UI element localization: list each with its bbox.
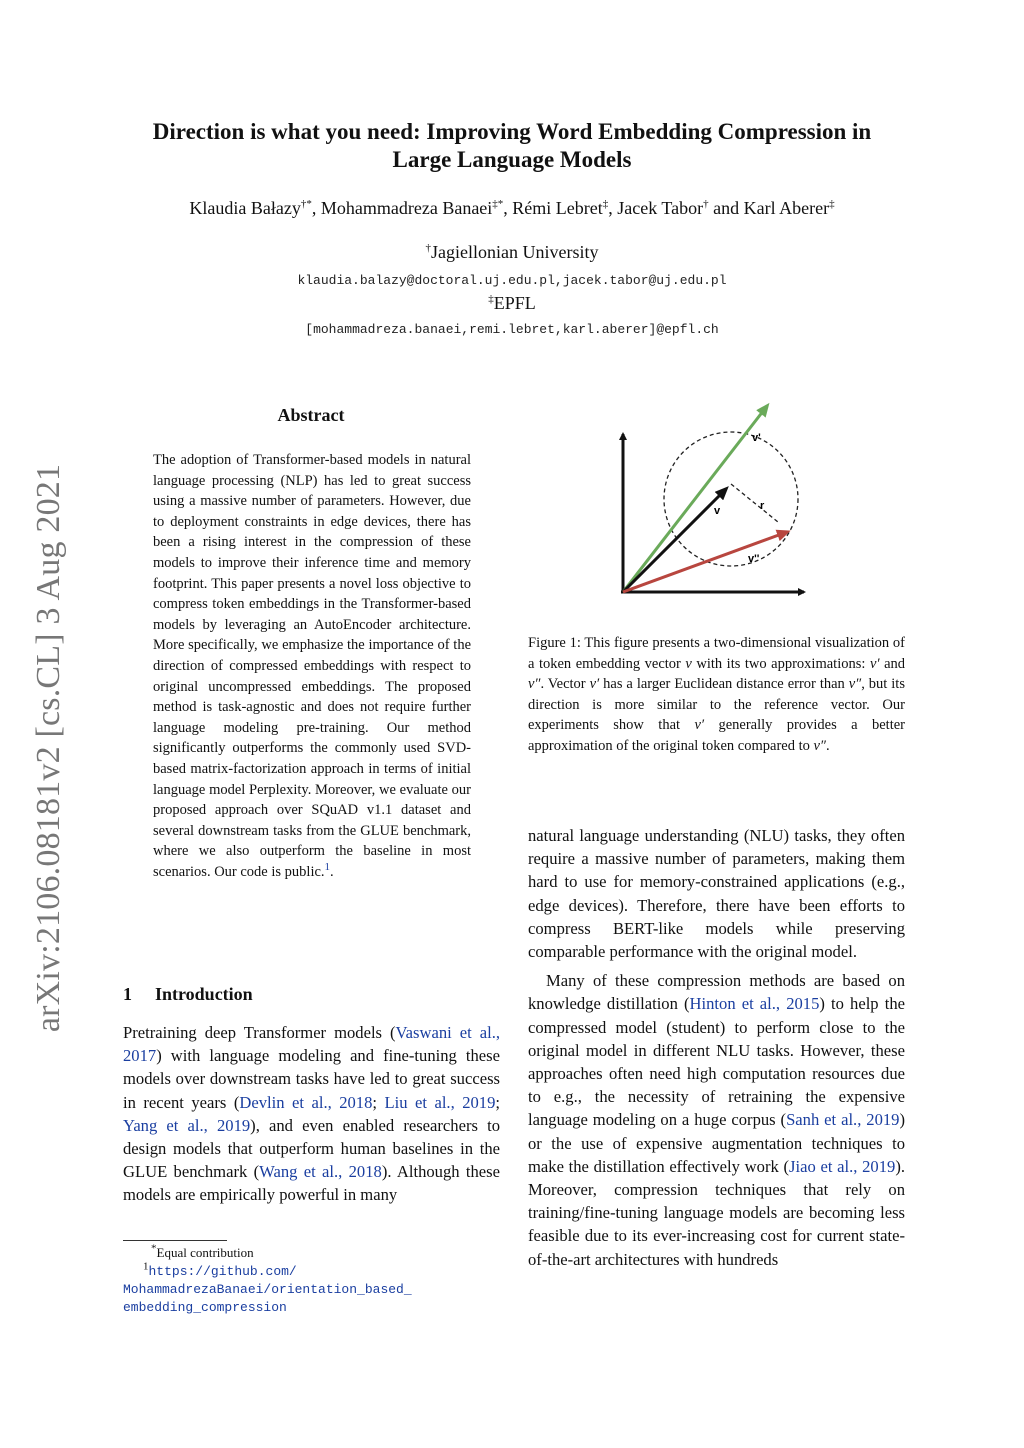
body-text: ). Moreover, compression techniques that rely on training/fine-tuning language models are becoming less feasible due to its ever-increasing cost for current state-of-the-art architectures with hundreds: [528, 1156, 905, 1269]
affiliation-emails: [mohammadreza.banaei,remi.lebret,karl.aberer]@epfl.ch: [305, 322, 719, 337]
caption-text: .: [825, 737, 830, 754]
body-text: ). Although these models are empirically powerful in many: [123, 1162, 500, 1205]
author-mark: ‡: [602, 198, 609, 210]
caption-text: with its two approximations:: [691, 655, 870, 672]
caption-math: v: [685, 655, 692, 672]
body-text: ) to help the compressed model (student) to perform close to the original model in different NLU tasks. However, these approaches often need high computation resources due to e.g., the necessity of retraining the expensive language modeling on a huge corpus (: [528, 994, 905, 1130]
figure-caption: [528, 633, 905, 757]
footnote-ref-link[interactable]: 1: [324, 861, 331, 874]
footnote-equal-contribution: [123, 1244, 503, 1262]
vector-v: [623, 489, 726, 592]
affiliation-jagiellonian: [0, 242, 1024, 263]
section-title: Introduction: [155, 984, 253, 1004]
affiliation-mark: †: [425, 242, 432, 254]
body-text: ) with language modeling and fine-tuning these models over downstream tasks have led to great success in recent years (: [123, 1046, 500, 1112]
abstract-text: The adoption of Transformer-based models in natural language processing (NLP) has led to great success using a massive number of parameters. However, due to deployment constraints in edge devices, there has been a rising interest in the compression of these models to improve their inference time and memory footprint. This paper presents a novel loss objective to compress token embeddings in the Transformer-based models by leveraging an AutoEncoder architecture. More specifically, we emphasize the importance of the direction of compressed embeddings with respect to original uncompressed embeddings. The proposed method is task-agnostic and does not require further language modeling pre-training. Our method significantly outperforms the commonly used SVD-based matrix-factorization approach in terms of initial language model Perplexity. Moreover, we evaluate our proposed approach over SQuAD v1.1 dataset and several downstream tasks from the GLUE benchmark, where we also outperform the baseline in most scenarios. Our code is public.: [153, 452, 471, 880]
label-v-double-prime: v'': [748, 553, 760, 565]
citation-link[interactable]: Vaswani et al., 2017: [123, 1023, 500, 1066]
author-mark: ‡: [829, 198, 835, 210]
arxiv-sidebar: [14, 458, 84, 1038]
affiliation-mark: ‡: [488, 293, 494, 305]
body-text: ) or the use of expensive augmentation techniques to make the distillation effectively work (: [528, 1110, 905, 1176]
citation-link[interactable]: Hinton et al., 2015: [689, 994, 820, 1014]
caption-math: v″: [528, 676, 541, 693]
github-link[interactable]: embedding_compression: [123, 1300, 287, 1315]
author-name: , Mohammadreza Banaei: [311, 198, 493, 218]
figure-vector-diagram: [600, 392, 830, 612]
intro-paragraph-1: [123, 1021, 500, 1207]
title-line-1: Direction is what you need: Improving Word Embedding Compression in: [152, 119, 872, 144]
caption-math: v′: [869, 655, 880, 672]
footnote-mark: 1: [143, 1260, 149, 1273]
affiliation-name: EPFL: [493, 293, 536, 313]
caption-text: , but its direction is more similar to the reference vector. Our experiments show that: [528, 676, 905, 734]
footnote-code-link: [123, 1262, 503, 1317]
body-text: ;: [372, 1092, 385, 1112]
arxiv-identifier: arXiv:2106.08181v2 [cs.CL] 3 Aug 2021: [30, 463, 67, 1033]
author-mark: †: [703, 198, 709, 210]
footnote-mark: *: [151, 1242, 157, 1255]
footnote-divider: [123, 1240, 227, 1241]
affiliation-emails: klaudia.balazy@doctoral.uj.edu.pl,jacek.tabor@uj.edu.pl: [297, 273, 727, 288]
author-list: [0, 198, 1024, 219]
caption-text: Figure 1: This figure presents a two-dimensional visualization of a token embedding vector: [528, 635, 905, 672]
caption-text: generally provides a better approximation of the original token compared to: [528, 717, 905, 754]
citation-link[interactable]: Wang et al., 2018: [259, 1162, 382, 1182]
intro-paragraph-3: [528, 969, 905, 1271]
footnotes: [123, 1244, 503, 1317]
abstract-heading: Abstract: [277, 405, 345, 425]
caption-text: and: [879, 655, 906, 672]
radius-line: [731, 484, 778, 522]
body-text: Many of these compression methods are based on knowledge distillation (: [528, 971, 905, 1014]
citation-link[interactable]: Jiao et al., 2019: [789, 1156, 896, 1176]
author-name: and Karl Aberer: [708, 198, 830, 218]
title-line-2: Large Language Models: [392, 147, 632, 172]
caption-math: v′: [589, 676, 600, 693]
author-name: , Rémi Lebret: [503, 198, 603, 218]
caption-text: has a larger Euclidean distance error than: [599, 676, 849, 693]
intro-right-column: [528, 824, 905, 1271]
caption-text: . Vector: [540, 676, 590, 693]
affiliation-name: Jagiellonian University: [431, 242, 599, 262]
body-text: ;: [495, 1092, 501, 1112]
body-text: Pretraining deep Transformer models (: [123, 1023, 396, 1042]
caption-math: v″: [813, 737, 826, 754]
label-r: r: [760, 500, 765, 512]
github-link[interactable]: MohammadrezaBanaei/orientation_based_: [123, 1282, 412, 1297]
body-text: ), and even enabled researchers to design models that outperform human baselines in the GLUE benchmark (: [123, 1115, 500, 1182]
section-number: 1: [123, 984, 132, 1004]
paper-title: [0, 118, 1024, 174]
author-mark: ‡*: [492, 198, 504, 210]
footnote-text: Equal contribution: [156, 1245, 254, 1260]
author-name: Klaudia Bałazy: [189, 198, 301, 218]
label-v: v: [714, 505, 721, 517]
citation-link[interactable]: Sanh et al., 2019: [786, 1110, 900, 1130]
affiliation-epfl: [0, 293, 1024, 314]
citation-link[interactable]: Yang et al., 2019: [123, 1115, 251, 1135]
citation-link[interactable]: Devlin et al., 2018: [239, 1092, 373, 1112]
label-v-prime: v': [752, 432, 761, 444]
citation-link[interactable]: Liu et al., 2019: [384, 1092, 496, 1112]
abstract-end: .: [330, 863, 334, 880]
section-heading-introduction: [123, 984, 253, 1005]
github-link[interactable]: https://github.com/: [148, 1264, 297, 1279]
author-mark: †*: [300, 198, 312, 210]
caption-math: v′: [694, 717, 705, 734]
caption-math: v″: [848, 676, 862, 693]
abstract-body: [153, 450, 471, 882]
intro-paragraph-2: natural language understanding (NLU) tasks, they often require a massive number of parameters, making them hard to use for memory-constrained applications (e.g., edge devices). Therefore, there have been efforts to compress BERT-like models while preserving comparable performance with the original model.: [528, 826, 905, 962]
author-name: , Jacek Tabor: [608, 198, 704, 218]
